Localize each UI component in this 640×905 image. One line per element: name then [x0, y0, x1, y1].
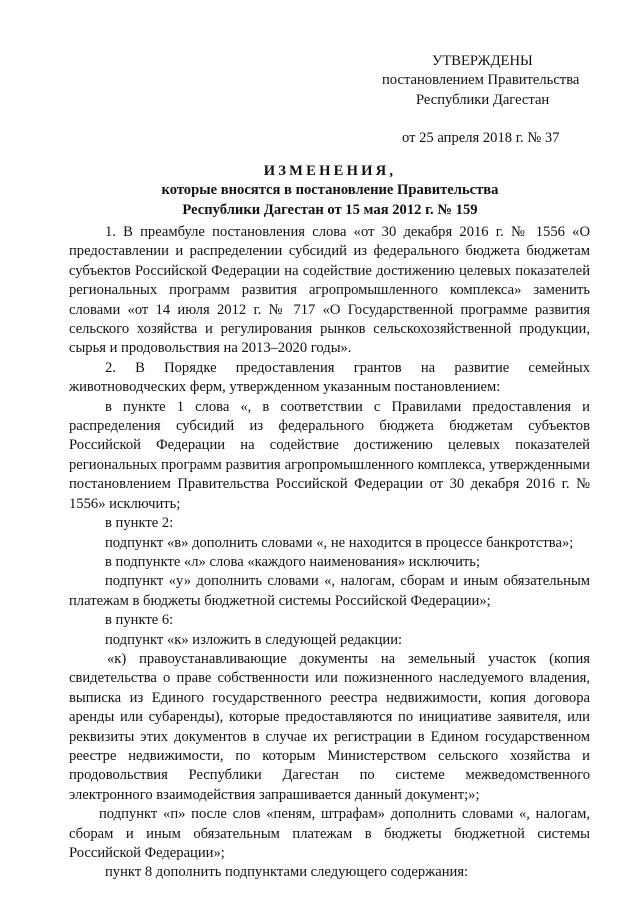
document-title: ИЗМЕНЕНИЯ,	[263, 163, 397, 179]
approval-date: от 25 апреля 2018 г. № 37	[402, 130, 560, 147]
paragraph-5: подпункт «в» дополнить словами «, не находится в процессе банкротства»;	[105, 534, 574, 551]
document-subtitle-line1: которые вносятся в постановление Правительства	[161, 182, 499, 199]
paragraph-10: «к) правоустанавливающие документы на земельный участок (копия свидетельства о праве собственности или пожизненного наследуемого владения, выписка из Единого государственного реестра недвижимости, копия договора аренды или субаренды), которые предоставляются по инициативе заявителя, или реквизиты этих документов в случае их регистрации в Едином государственном реестре недвижимости, по которым Министерством сельского хозяйства и продовольствия Республики Дагестан по системе межведомственного электронного взаимодействия запрашивается данный документ;»;	[69, 650, 590, 803]
paragraph-6: в подпункте «л» слова «каждого наименования» исключить;	[105, 553, 481, 570]
paragraph-1: 1. В преамбуле постановления слова «от 30 декабря 2016 г. № 1556 «О предоставлении и распределении субсидий из федерального бюджета бюджетам субъектов Российской Федерации на содействие достижению целевых показателей региональных программ развития агропромышленного комплекса» заменить словами «от 14 июля 2012 г. № 717 «О Государственной программе развития сельского хозяйства и регулирования рынков сельскохозяйственной продукции, сырья и продовольствия на 2013–2020 годы».	[69, 224, 590, 357]
paragraph-4: в пункте 2:	[105, 515, 174, 532]
paragraph-12: пункт 8 дополнить подпунктами следующего содержания:	[105, 864, 469, 881]
paragraph-9: подпункт «к» изложить в следующей редакции:	[105, 631, 403, 648]
paragraph-2: 2. В Порядке предоставления грантов на развитие семейных животноводческих ферм, утвержденном указанным постановлением:	[69, 359, 590, 396]
paragraph-8: в пункте 6:	[105, 612, 174, 629]
approval-stamp	[360, 52, 620, 149]
document-heading	[100, 162, 560, 220]
document-body	[69, 223, 590, 883]
paragraph-7: подпункт «у» дополнить словами «, налогам, сборам и иным обязательным платежам в бюджеты бюджетной системы Российской Федерации»;	[69, 573, 590, 609]
document-subtitle-line2: Республики Дагестан от 15 мая 2012 г. № 159	[182, 201, 478, 218]
paragraph-3: в пункте 1 слова «, в соответствии с Правилами предоставления и распределения субсидий из федерального бюджета бюджетам субъектов Российской Федерации на содействие достижению целевых показателей региональных программ развития агропромышленного комплекса, утвержденными постановлением Правительства Российской Федерации от 30 декабря 2016 г. № 1556» исключить;	[69, 398, 590, 512]
approval-title: УТВЕРЖДЕНЫ	[432, 53, 533, 69]
paragraph-11: подпункт «п» после слов «пеням, штрафам» дополнить словами «, налогам, сборам и иным обязательным платежам в бюджеты бюджетной системы Российской Федерации»;	[69, 806, 590, 861]
approval-republic: Республики Дагестан	[416, 91, 550, 108]
approval-by-line: постановлением Правительства	[382, 72, 580, 89]
